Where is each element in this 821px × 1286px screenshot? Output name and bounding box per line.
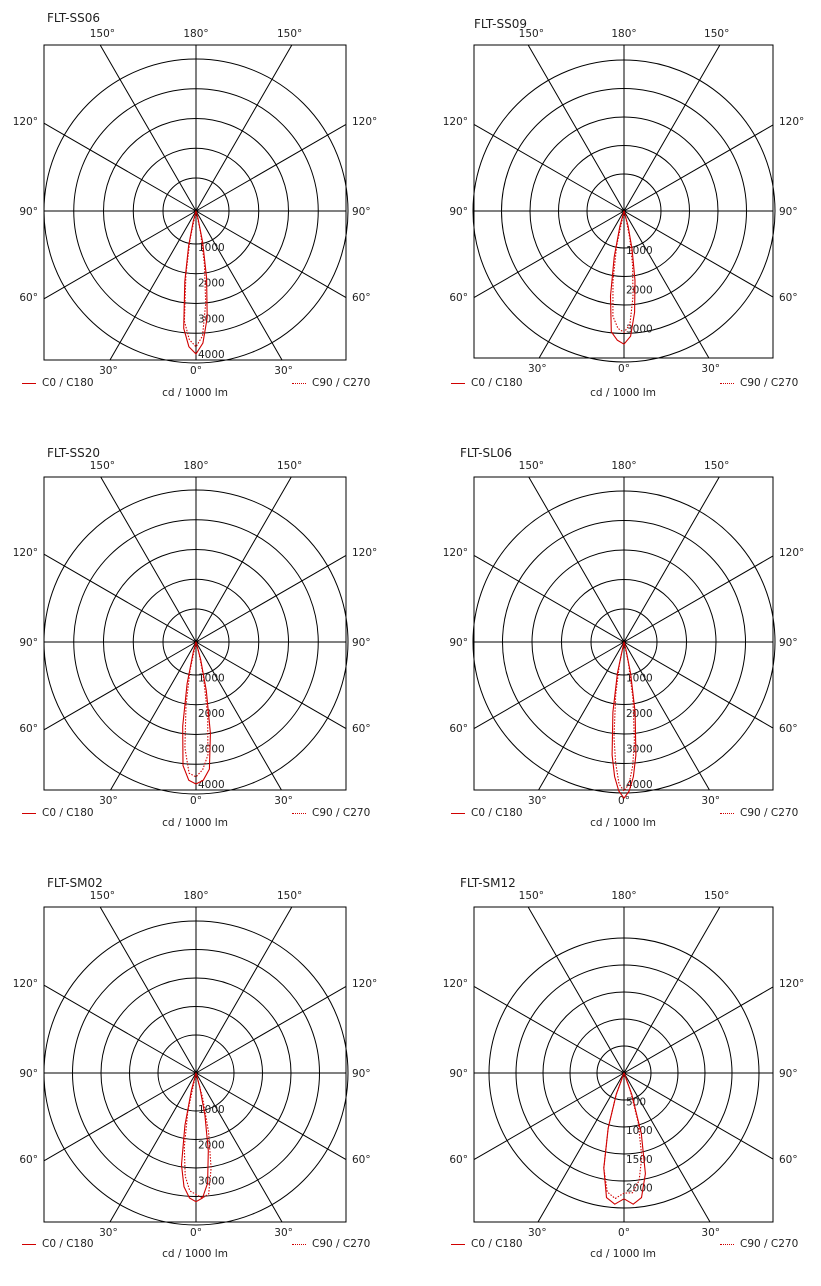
- angle-label: 0°: [618, 1227, 630, 1239]
- angle-label: 90°: [19, 1068, 38, 1080]
- radial-tick-label: 2000: [626, 284, 653, 297]
- angle-label: 150°: [704, 460, 730, 472]
- angle-label: 30°: [99, 795, 118, 807]
- angle-label: 150°: [276, 890, 303, 902]
- radial-tick-label: 3000: [198, 313, 225, 326]
- angle-label: 30°: [274, 1227, 293, 1239]
- angle-label: 120°: [779, 547, 805, 559]
- chart-title: FLT-SS20: [47, 446, 100, 460]
- angle-label: 150°: [89, 890, 116, 902]
- angle-label: 90°: [449, 1068, 468, 1080]
- radial-tick-label: 3000: [198, 1175, 225, 1188]
- angle-label: 90°: [449, 637, 468, 649]
- angle-label: 0°: [190, 795, 202, 807]
- legend-c90-label: C90 / C270: [312, 377, 371, 389]
- grid-spoke: [538, 1073, 624, 1222]
- angle-label: 60°: [449, 723, 468, 735]
- radial-tick-label: 3000: [626, 323, 653, 336]
- radial-tick-label: 1000: [626, 245, 653, 258]
- legend-c0: [451, 1238, 523, 1250]
- angle-label: 120°: [442, 547, 468, 559]
- angle-label: 30°: [527, 795, 547, 807]
- unit-label: cd / 1000 lm: [162, 817, 228, 829]
- angle-label: 30°: [701, 1227, 721, 1239]
- radial-tick-label: 3000: [626, 743, 653, 756]
- angle-label: 120°: [12, 116, 38, 128]
- unit-label: cd / 1000 lm: [162, 1248, 228, 1260]
- angle-label: 0°: [618, 363, 630, 375]
- angle-label: 60°: [779, 1154, 798, 1166]
- angle-label: 120°: [442, 116, 468, 128]
- angle-label: 150°: [89, 460, 116, 472]
- angle-label: 90°: [352, 1068, 371, 1080]
- angle-label: 30°: [701, 795, 721, 807]
- radial-tick-label: 4000: [198, 779, 225, 791]
- chart-title: FLT-SM02: [47, 876, 103, 890]
- unit-label: cd / 1000 lm: [590, 817, 656, 829]
- radial-tick-label: 500: [626, 1096, 647, 1109]
- angle-label: 90°: [352, 206, 371, 218]
- legend-c90-label: C90 / C270: [740, 807, 799, 819]
- angle-label: 180°: [183, 890, 209, 902]
- angle-label: 90°: [19, 206, 38, 218]
- grid-spoke: [624, 1073, 710, 1222]
- radial-tick-label: 4000: [198, 349, 225, 361]
- grid-spoke: [624, 1073, 773, 1159]
- radial-tick-label: 4000: [626, 779, 653, 791]
- grid-spoke: [624, 987, 773, 1073]
- angle-label: 60°: [779, 292, 798, 304]
- radial-tick-label: 3000: [198, 743, 225, 756]
- angle-label: 60°: [449, 292, 468, 304]
- radial-tick-label: 2000: [198, 277, 225, 290]
- legend-c0-label: C0 / C180: [42, 1238, 94, 1250]
- angle-label: 60°: [779, 723, 798, 735]
- unit-label: cd / 1000 lm: [162, 387, 228, 399]
- angle-label: 60°: [352, 292, 371, 304]
- angle-label: 150°: [704, 890, 730, 902]
- angle-label: 120°: [12, 547, 38, 559]
- radial-tick-label: 2000: [626, 708, 653, 720]
- angle-label: 90°: [449, 206, 468, 218]
- angle-label: 30°: [274, 365, 293, 377]
- radial-tick-label: 1000: [198, 672, 225, 685]
- legend-c90-label: C90 / C270: [312, 1238, 371, 1250]
- legend-c0-label: C0 / C180: [42, 377, 94, 389]
- angle-label: 120°: [352, 116, 378, 128]
- angle-label: 90°: [779, 206, 798, 218]
- radial-tick-label: 1000: [198, 241, 225, 254]
- angle-label: 180°: [611, 28, 637, 40]
- angle-label: 180°: [611, 890, 637, 902]
- angle-label: 90°: [352, 637, 371, 649]
- legend-c90-label: C90 / C270: [740, 377, 799, 389]
- chart-title: FLT-SS09: [474, 17, 527, 31]
- angle-label: 180°: [183, 28, 209, 40]
- angle-label: 0°: [190, 1227, 202, 1239]
- legend-c0-label: C0 / C180: [42, 807, 94, 819]
- angle-label: 120°: [352, 978, 378, 990]
- angle-label: 30°: [701, 363, 721, 375]
- angle-label: 120°: [352, 547, 378, 559]
- angle-label: 150°: [518, 890, 544, 902]
- angle-label: 60°: [19, 1154, 38, 1166]
- angle-label: 120°: [12, 978, 38, 990]
- angle-label: 120°: [442, 978, 468, 990]
- legend-c90-label: C90 / C270: [740, 1238, 799, 1250]
- radial-tick-label: 2000: [198, 708, 225, 720]
- angle-label: 30°: [99, 365, 118, 377]
- legend-c0-label: C0 / C180: [471, 1238, 523, 1250]
- angle-label: 120°: [779, 116, 805, 128]
- angle-label: 150°: [276, 460, 303, 472]
- radial-tick-label: 1000: [626, 1125, 653, 1138]
- legend-c0-label: C0 / C180: [471, 807, 523, 819]
- chart-title: FLT-SL06: [460, 446, 513, 460]
- angle-label: 60°: [19, 292, 38, 304]
- angle-label: 150°: [276, 28, 303, 40]
- angle-label: 180°: [183, 460, 209, 472]
- chart-title: FLT-SS06: [47, 11, 100, 25]
- angle-label: 60°: [352, 1154, 371, 1166]
- radial-tick-label: 2000: [626, 1182, 653, 1195]
- angle-label: 30°: [527, 1227, 547, 1239]
- angle-label: 90°: [19, 637, 38, 649]
- legend-c90: [720, 1238, 798, 1250]
- angle-label: 150°: [89, 28, 116, 40]
- angle-label: 150°: [518, 28, 544, 40]
- unit-label: cd / 1000 lm: [590, 387, 656, 399]
- radial-tick-label: 1000: [198, 1103, 225, 1116]
- radial-tick-label: 1000: [626, 672, 653, 685]
- angle-label: 180°: [611, 460, 637, 472]
- radial-tick-label: 2000: [198, 1139, 225, 1152]
- unit-label: cd / 1000 lm: [590, 1248, 656, 1260]
- angle-label: 150°: [518, 460, 544, 472]
- angle-label: 30°: [527, 363, 547, 375]
- angle-label: 30°: [99, 1227, 118, 1239]
- legend-c0-label: C0 / C180: [471, 377, 523, 389]
- angle-label: 60°: [449, 1154, 468, 1166]
- angle-label: 90°: [779, 637, 798, 649]
- angle-label: 0°: [190, 365, 202, 377]
- angle-label: 90°: [779, 1068, 798, 1080]
- legend-c90-label: C90 / C270: [312, 807, 371, 819]
- angle-label: 60°: [352, 723, 371, 735]
- chart-title: FLT-SM12: [460, 876, 516, 890]
- angle-label: 30°: [274, 795, 293, 807]
- angle-label: 60°: [19, 723, 38, 735]
- angle-label: 0°: [618, 795, 630, 807]
- radial-tick-label: 1500: [626, 1153, 653, 1166]
- angle-label: 120°: [779, 978, 805, 990]
- angle-label: 150°: [704, 28, 730, 40]
